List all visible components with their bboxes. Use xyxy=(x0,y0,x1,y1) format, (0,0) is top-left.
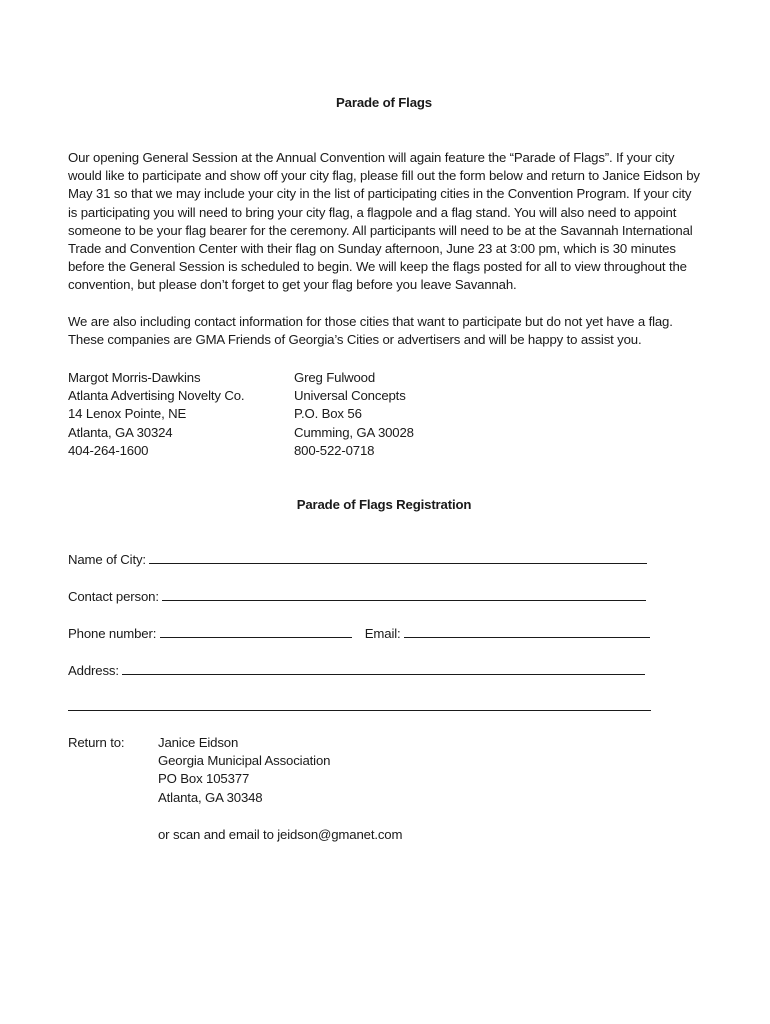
return-po-box: PO Box 105377 xyxy=(158,771,250,787)
address-field-row xyxy=(68,661,645,680)
contact-person-field[interactable] xyxy=(162,587,646,601)
contact-phone: 800-522-0718 xyxy=(294,442,375,458)
email-field[interactable] xyxy=(404,624,650,638)
address-line-2-field[interactable] xyxy=(68,697,651,711)
contact-city-state-zip: Atlanta, GA 30324 xyxy=(68,424,173,440)
city-field[interactable] xyxy=(149,550,647,564)
contact-name: Margot Morris-Dawkins xyxy=(68,370,201,385)
contact-street: 14 Lenox Pointe, NE xyxy=(68,406,187,422)
city-field-row xyxy=(68,550,647,569)
intro-paragraph: Our opening General Session at the Annual Convention will again feature the “Parade of Flags”. If your city would like to participate and show off your city flag, please fill out the form below and return to Janice Eidson by May 31 so that we may include your city in the list of participating cities in the Convention Program. If your city is participating you will need to bring your city flag, a flagpole and a flag stand. You will also need to appoint someone to be your flag bearer for the ceremony. All participants will need to be at the Savannah International Trade and Convention Center with their flag on Sunday afternoon, June 23 at 3:00 pm, which is 30 minutes before the General Session is scheduled to begin. We will keep the flags posted for all to view throughout the convention, but please don’t forget to get your flag before you leave Savannah. xyxy=(68,150,700,293)
contact-phone: 404-264-1600 xyxy=(68,442,149,458)
contact-company: Universal Concepts xyxy=(294,388,406,404)
email-label: Email: xyxy=(364,626,401,641)
return-city-state-zip: Atlanta, GA 30348 xyxy=(158,789,263,805)
contact-company: Atlanta Advertising Novelty Co. xyxy=(68,388,245,404)
address-field[interactable] xyxy=(122,661,645,675)
contact-field-row xyxy=(68,587,646,606)
return-email-note: or scan and email to jeidson@gmanet.com xyxy=(158,827,403,842)
contact-city-state-zip: Cumming, GA 30028 xyxy=(294,424,414,440)
return-organization: Georgia Municipal Association xyxy=(158,753,331,769)
registration-title: Parade of Flags Registration xyxy=(296,497,472,512)
city-label: Name of City: xyxy=(68,552,146,567)
contact-person-label: Contact person: xyxy=(68,589,159,604)
phone-label: Phone number: xyxy=(68,626,157,641)
address-label: Address: xyxy=(68,663,119,678)
contact-street: P.O. Box 56 xyxy=(294,406,362,422)
contact-block-2 xyxy=(294,369,414,460)
contacts-paragraph: We are also including contact information for those cities that want to participate but do not yet have a flag. These companies are GMA Friends of Georgia’s Cities or advertisers and will be happy to assist you. xyxy=(68,314,673,348)
contact-name: Greg Fulwood xyxy=(294,370,376,385)
return-address-block xyxy=(158,734,330,807)
return-label: Return to: xyxy=(68,735,125,750)
page-title: Parade of Flags xyxy=(336,95,432,110)
return-name: Janice Eidson xyxy=(158,735,239,750)
address-line-2-row xyxy=(68,697,651,716)
contact-block-1 xyxy=(68,369,244,460)
phone-email-row xyxy=(68,624,650,643)
phone-field[interactable] xyxy=(160,624,352,638)
